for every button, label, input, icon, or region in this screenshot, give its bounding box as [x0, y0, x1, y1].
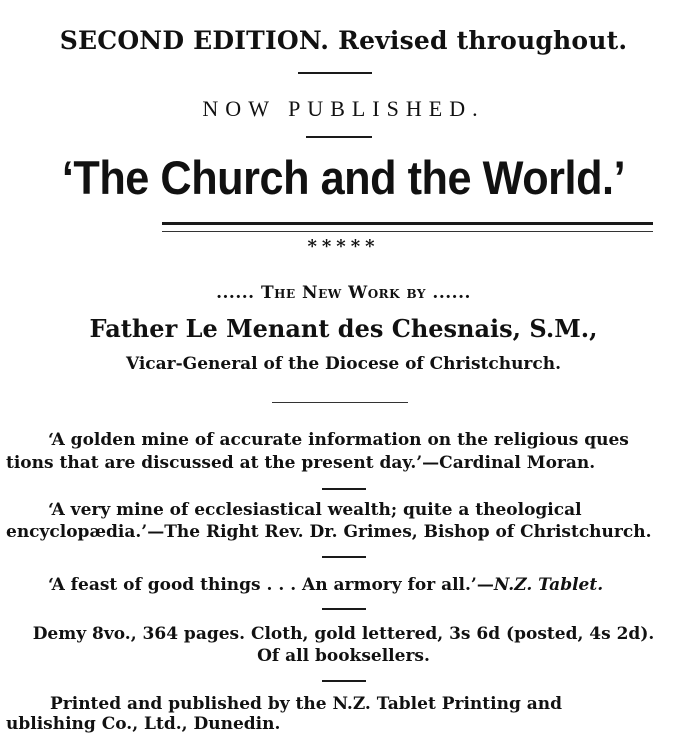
rule-5: [322, 556, 366, 558]
rule-2: [306, 136, 372, 138]
rule-4: [322, 488, 366, 490]
quote-moran-line-2: tions that are discussed at the present day.’—Cardinal Moran.: [6, 453, 596, 473]
quote-tablet: [48, 575, 603, 595]
quote-tablet-text: ‘A feast of good things . . . An armory for all.’—: [48, 575, 494, 595]
author-name: Father Le Menant des Chesnais, S.M.,: [89, 314, 598, 343]
book-details: Demy 8vo., 364 pages. Cloth, gold lettered, 3s 6d (posted, 4s 2d).: [32, 624, 655, 644]
quote-tablet-source: N.Z. Tablet.: [493, 575, 604, 595]
quote-grimes-line-2: encyclopædia.’—The Right Rev. Dr. Grimes, Bishop of Christchurch.: [6, 522, 652, 542]
title-rule-bottom: [162, 231, 653, 232]
printer-line-2: ublishing Co., Ltd., Dunedin.: [6, 714, 281, 734]
rule-6: [322, 608, 366, 610]
quote-moran-line-1: ‘A golden mine of accurate information on the religious ques: [48, 430, 629, 450]
rule-7: [322, 680, 366, 682]
book-title: ‘The Church and the World.’: [61, 151, 626, 204]
title-rule-top: [162, 222, 653, 225]
printer-line-1: Printed and published by the N.Z. Tablet Printing and: [50, 694, 563, 714]
availability: Of all booksellers.: [257, 646, 430, 666]
rule-1: [298, 72, 372, 74]
quote-grimes-line-1: ‘A very mine of ecclesiastical wealth; quite a theological: [48, 500, 582, 520]
star-divider: *****: [307, 236, 380, 257]
rule-3: [272, 402, 408, 403]
new-work-line: ...... The New Work by ......: [216, 283, 471, 303]
edition-notice: SECOND EDITION. Revised throughout.: [59, 26, 628, 55]
author-office: Vicar-General of the Diocese of Christchurch.: [125, 354, 562, 374]
now-published-heading: NOW PUBLISHED.: [202, 96, 485, 121]
